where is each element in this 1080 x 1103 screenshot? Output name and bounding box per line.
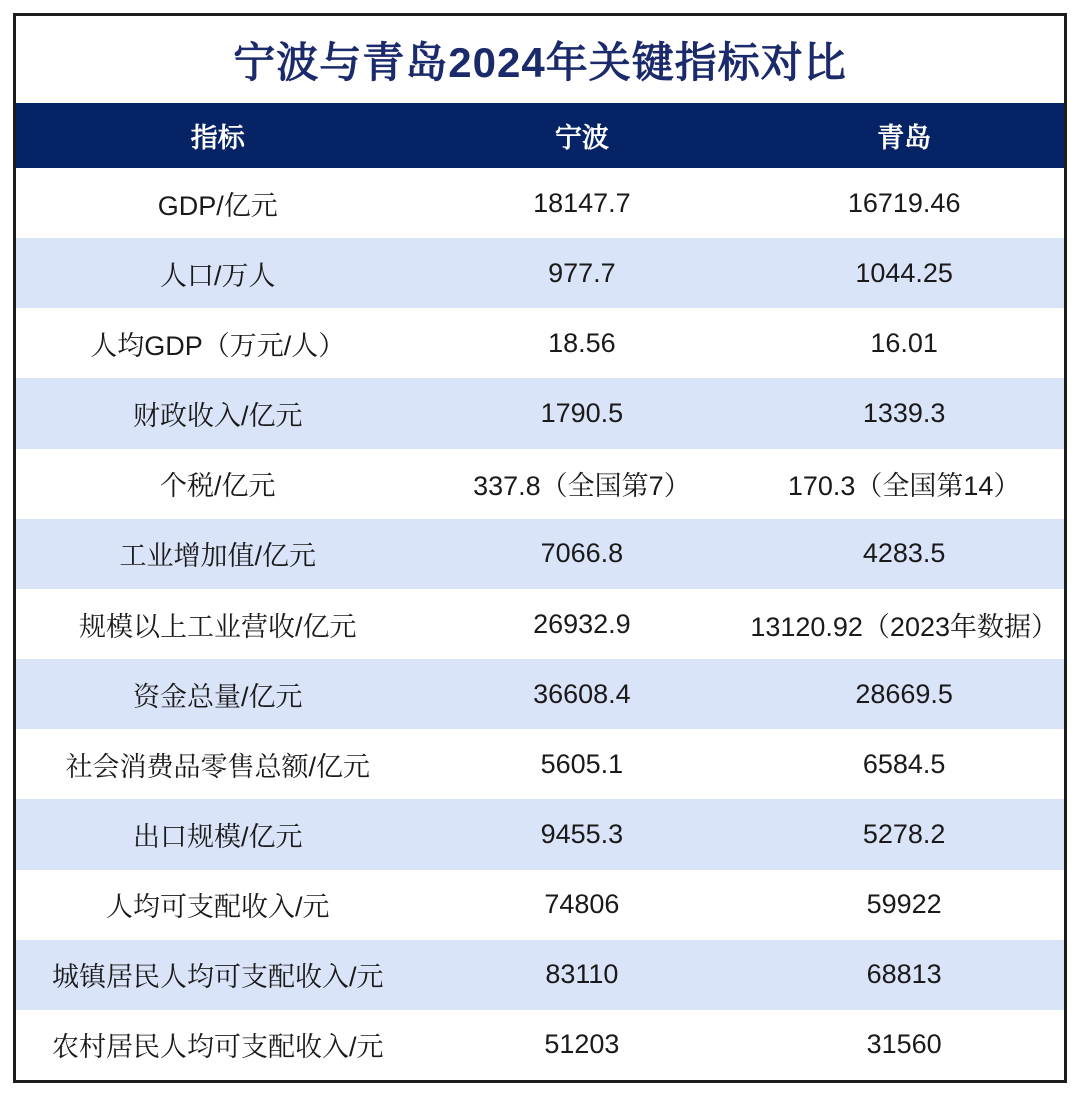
- table-row: [16, 519, 1064, 589]
- indicator-cell: 城镇居民人均可支配收入/元: [51, 962, 384, 993]
- comparison-table-card: [13, 13, 1067, 1083]
- qingdao-value-cell: 31560: [866, 1029, 942, 1060]
- column-header-ningbo: 宁波: [554, 123, 609, 153]
- qingdao-value-cell: 1339.3: [862, 398, 946, 429]
- ningbo-value-cell: 18.56: [548, 327, 616, 358]
- column-header-qingdao: 青岛: [877, 123, 932, 153]
- indicator-cell: 个税/亿元: [159, 471, 276, 502]
- indicator-cell: 人口/万人: [159, 260, 276, 291]
- table-row: [16, 378, 1064, 448]
- qingdao-value-cell: 13120.92（2023年数据）: [750, 611, 1058, 642]
- table-row: [16, 589, 1064, 659]
- qingdao-value-cell: 6584.5: [862, 748, 946, 779]
- ningbo-value-cell: 977.7: [548, 257, 616, 288]
- qingdao-value-cell: 170.3（全国第14）: [787, 471, 1021, 502]
- ningbo-value-cell: 337.8（全国第7）: [473, 471, 691, 502]
- table-row: [16, 168, 1064, 238]
- table-header-row: [16, 103, 1064, 168]
- title-band: [16, 16, 1064, 103]
- table-row: [16, 449, 1064, 519]
- qingdao-value-cell: 5278.2: [862, 818, 946, 849]
- table-row: [16, 238, 1064, 308]
- qingdao-value-cell: 59922: [866, 889, 942, 920]
- indicator-cell: 财政收入/亿元: [132, 401, 303, 432]
- ningbo-value-cell: 1790.5: [540, 398, 624, 429]
- ningbo-value-cell: 5605.1: [540, 748, 624, 779]
- table-row: [16, 799, 1064, 869]
- indicator-cell: GDP/亿元: [157, 190, 278, 221]
- ningbo-value-cell: 36608.4: [533, 678, 631, 709]
- indicator-cell: 农村居民人均可支配收入/元: [51, 1032, 384, 1063]
- indicator-cell: 规模以上工业营收/亿元: [78, 611, 357, 642]
- qingdao-value-cell: 16.01: [870, 327, 938, 358]
- indicator-cell: 工业增加值/亿元: [119, 541, 316, 572]
- qingdao-value-cell: 68813: [866, 959, 942, 990]
- ningbo-value-cell: 51203: [544, 1029, 620, 1060]
- qingdao-value-cell: 4283.5: [862, 538, 946, 569]
- indicator-cell: 人均可支配收入/元: [105, 892, 330, 923]
- qingdao-value-cell: 28669.5: [855, 678, 953, 709]
- ningbo-value-cell: 74806: [544, 889, 620, 920]
- table-body: [16, 168, 1064, 1080]
- ningbo-value-cell: 26932.9: [533, 608, 631, 639]
- ningbo-value-cell: 7066.8: [540, 538, 624, 569]
- table-row: [16, 940, 1064, 1010]
- indicator-cell: 出口规模/亿元: [132, 821, 303, 852]
- indicator-cell: 人均GDP（万元/人）: [90, 330, 346, 361]
- table-row: [16, 308, 1064, 378]
- table-row: [16, 870, 1064, 940]
- table-row: [16, 659, 1064, 729]
- ningbo-value-cell: 83110: [545, 959, 619, 990]
- indicator-cell: 社会消费品零售总额/亿元: [65, 751, 370, 782]
- table-row: [16, 1010, 1064, 1080]
- page-title: 宁波与青岛2024年关键指标对比: [233, 38, 847, 86]
- column-header-indicator: 指标: [190, 123, 245, 153]
- ningbo-value-cell: 9455.3: [540, 818, 624, 849]
- indicator-cell: 资金总量/亿元: [132, 681, 303, 712]
- qingdao-value-cell: 1044.25: [855, 257, 953, 288]
- ningbo-value-cell: 18147.7: [533, 187, 631, 218]
- qingdao-value-cell: 16719.46: [847, 187, 961, 218]
- table-row: [16, 729, 1064, 799]
